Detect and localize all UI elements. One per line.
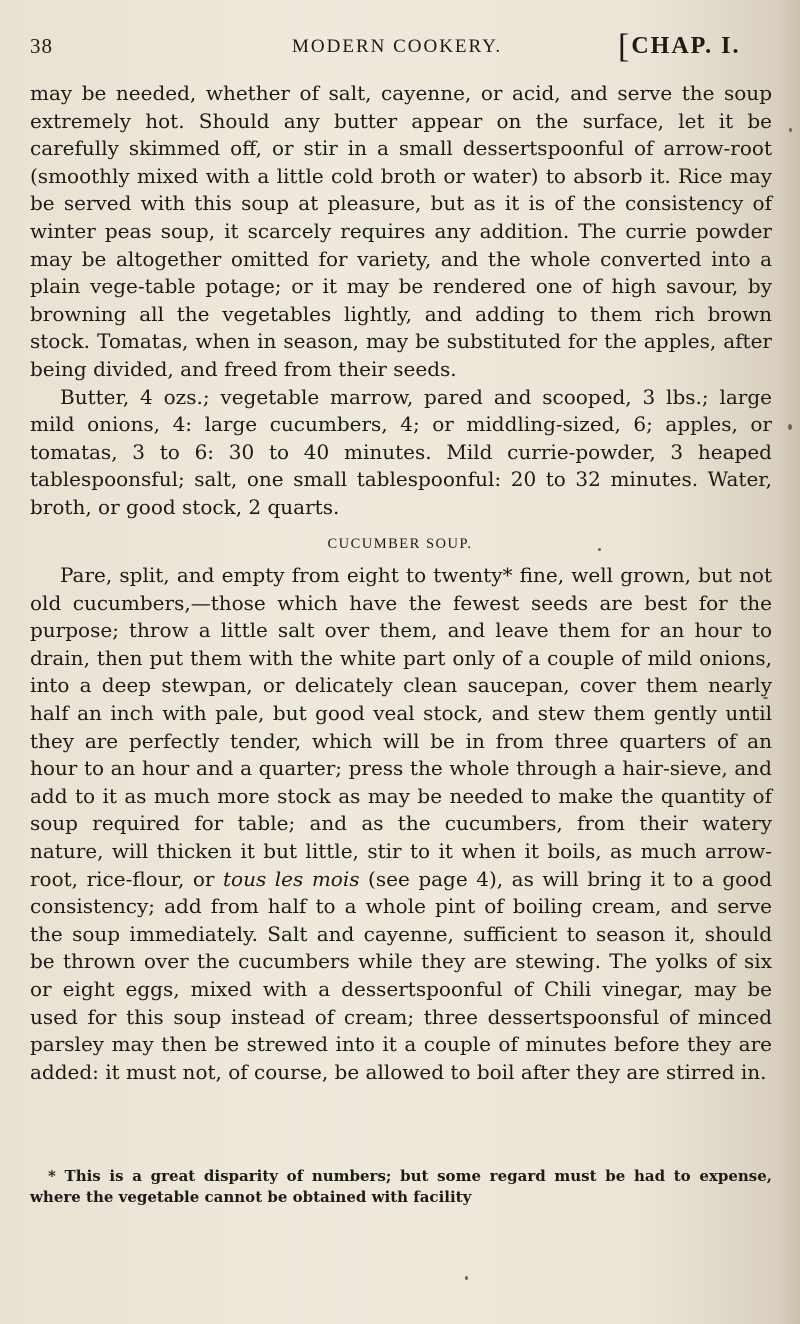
paper-speck xyxy=(789,128,792,132)
paragraph-ingredients: Butter, 4 ozs.; vegetable marrow, pared and scooped, 3 lbs.; large mild onions, 4: large cucumbers, 4; or middling-sized, 6; apples, or tomatas, 3 to 6: 30 to 40 minutes. Mild currie-powder, 3 heaped tablespoonsful; salt, one small tablespoonful: 20 to 32 minutes. Water, broth, or good stock, 2 quarts. xyxy=(30,384,772,519)
section-heading: CUCUMBER SOUP. xyxy=(327,536,473,552)
left-bracket: [ xyxy=(618,28,632,65)
running-title: MODERN COOKERY. xyxy=(292,36,503,57)
paper-speck xyxy=(465,1276,468,1280)
section-text-part-1: Pare, split, and empty from eight to twenty* fine, well grown, but not old cucumbers,—those which have the fewest seeds are best for the purpose; throw a little salt over them, and leave them for an hour to drain, then put them with the white part only of a couple of mild onions, into a deep stewpan, or delicately clean saucepan, cover them nearly half an inch with pale, but good veal stock, and stew them gently until they are perfectly tender, which will be in from three quarters of an hour to an hour and a quarter; press the whole through a hair-sieve, and add to it as much more stock as may be needed to make the quantity of soup required for table; and as the cucumbers, from their watery nature, will thicken it but little, stir to it when it boils, as much arrow-root, rice-flour, or xyxy=(30,563,772,891)
paragraph-continuation: may be needed, whether of salt, cayenne, or acid, and serve the soup extremely hot. Should any butter appear on the surface, let it be carefully skimmed off, or stir in a small dessertspoonful of arrow-root (smoothly mixed with a little cold broth or water) to absorb it. Rice may be served with this soup at pleasure, but as it is of the consistency of winter peas soup, it scarcely requires any addition. The currie powder may be altogether omitted for variety, and the whole converted into a plain vege-table potage; or it may be rendered one of high savour, by browning all the vegetables lightly, and adding to them rich brown stock. Tomatas, when in season, may be substituted for the apples, after being divided, and freed from their seeds. xyxy=(30,81,772,381)
chapter-text: CHAP. I. xyxy=(631,33,741,59)
italic-phrase: tous les mois xyxy=(223,866,360,891)
section-text-part-2: (see page 4), as will bring it to a good consistency; add from half to a whole pint of boiling cream, and serve the soup immediately. Salt and cayenne, sufficient to season it, should be thrown over the cucumbers while they are stewing. The yolks of six or eight eggs, mixed with a dessertspoonful of Chili vinegar, may be used for this soup instead of cream; three dessertspoonsful of minced parsley may then be strewed into it a couple of minutes before they are added: it must not, of course, be allowed to boil after they are stirred in. xyxy=(30,866,772,1084)
paper-speck xyxy=(763,697,768,699)
footnote-text: * This is a great disparity of numbers; but some regard must be had to expense, where the vegetable cannot be obtained with facility xyxy=(30,1167,772,1206)
footnote xyxy=(30,1166,772,1208)
section-text xyxy=(30,562,772,1086)
paper-speck xyxy=(598,548,601,551)
paper-speck xyxy=(788,424,792,430)
page-header xyxy=(30,28,766,68)
main-text xyxy=(30,80,772,522)
page-number: 38 xyxy=(30,34,53,58)
section-paragraph xyxy=(30,562,772,1086)
chapter-label xyxy=(618,30,740,64)
